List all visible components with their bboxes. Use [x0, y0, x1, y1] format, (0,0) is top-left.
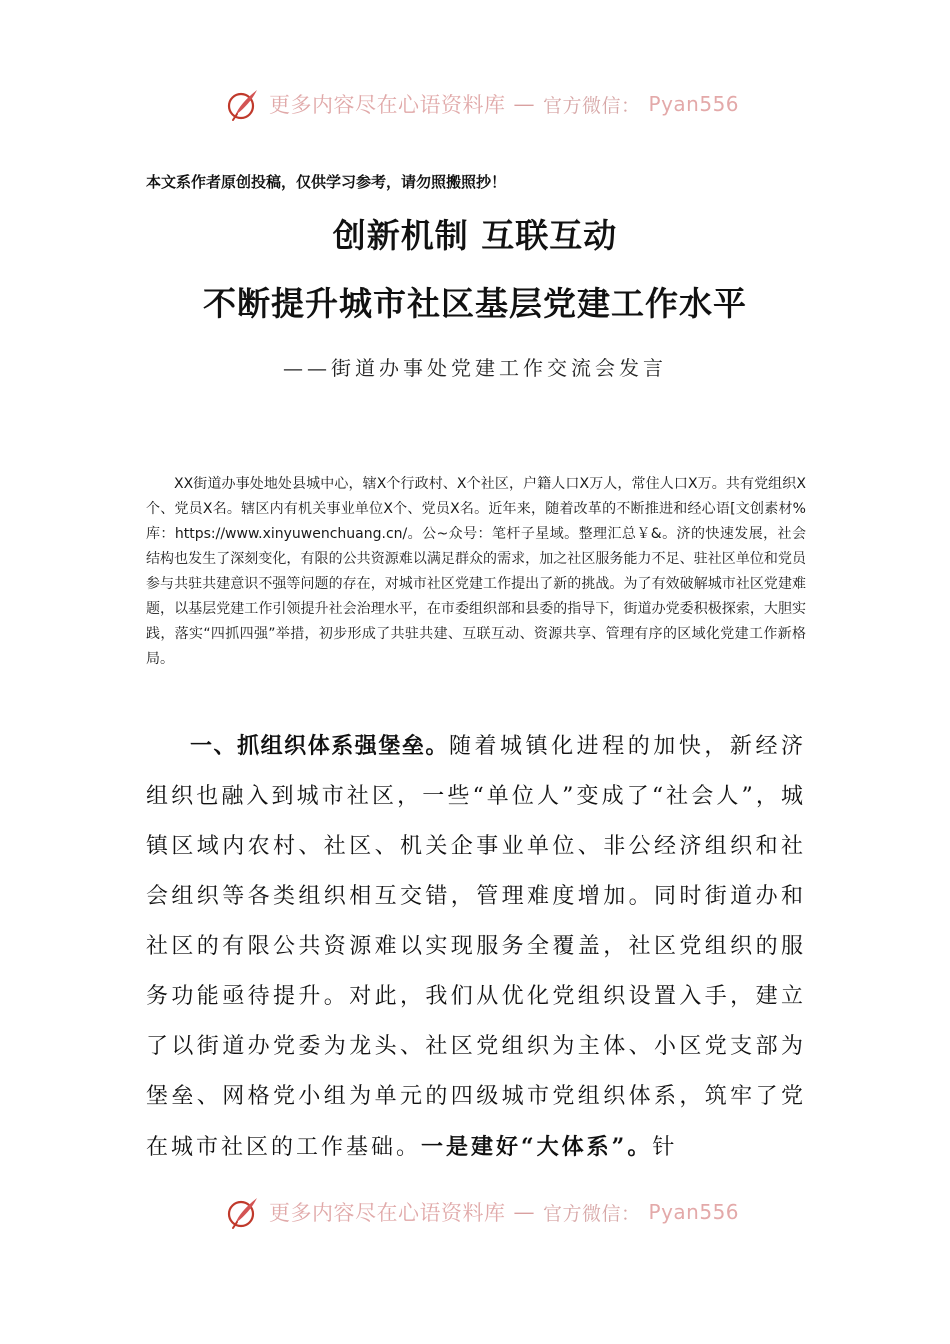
- subtitle: ——街道办事处党建工作交流会发言: [283, 356, 667, 380]
- banner-text: 更多内容尽在心语资料库: [269, 93, 506, 117]
- banner-wechat-id: Pyan556: [648, 1200, 740, 1224]
- section-1-emphasis: 一是建好“大体系”。: [421, 1134, 653, 1160]
- banner-wechat-label: 官方微信：: [543, 1202, 641, 1225]
- banner-separator: —: [513, 1200, 535, 1224]
- section-1-paragraph: [146, 722, 806, 1173]
- banner-separator: —: [513, 92, 535, 116]
- header-watermark-banner: [225, 84, 745, 124]
- banner-wechat-id: Pyan556: [648, 92, 740, 116]
- footer-watermark-banner: [225, 1192, 745, 1232]
- banner-text: 更多内容尽在心语资料库: [269, 1201, 506, 1225]
- intro-paragraph: XX街道办事处地处县城中心，辖X个行政村、X个社区，户籍人口X万人，常住人口X万。共有党组织X个、党员X名。辖区内有机关事业单位X个、党员X名。近年来，随着改革的不断推进和经心语[文创素材%库：https://www.xinyuwenchuang.cn/。公~众号：笔杆子星域。整理汇总￥&。济的快速发展，社会结构也发生了深刻变化，有限的公共资源难以满足群众的需求，加之社区服务能力不足、驻社区单位和党员参与共驻共建意识不强等问题的存在，对城市社区党建工作提出了新的挑战。为了有效破解城市社区党建难题，以基层党建工作引领提升社会治理水平，在市委组织部和县委的指导下，街道办党委积极探索，大胆实践，落实“四抓四强”举措，初步形成了共驻共建、互联互动、资源共享、管理有序的区域化党建工作新格局。: [146, 476, 806, 667]
- section-1-heading: 一、抓组织体系强堡垒。: [190, 734, 449, 759]
- section-1-tail: 针: [652, 1135, 678, 1160]
- quill-logo-icon: [225, 1194, 261, 1230]
- disclaimer-note: 本文系作者原创投稿，仅供学习参考，请勿照搬照抄！: [146, 173, 507, 191]
- title-line-1: 创新机制 互联互动: [332, 216, 618, 255]
- quill-logo-icon: [225, 86, 261, 122]
- section-1-body: 随着城镇化进程的加快，新经济组织也融入到城市社区，一些“单位人”变成了“社会人”，城镇区域内农村、社区、机关企事业单位、非公经济组织和社会组织等各类组织相互交错，管理难度增加。同时街道办和社区的有限公共资源难以实现服务全覆盖，社区党组织的服务功能亟待提升。对此，我们从优化党组织设置入手，建立了以街道办党委为龙头、社区党组织为主体、小区党支部为堡垒、网格党小组为单元的四级城市党组织体系，筑牢了党在城市社区的工作基础。: [146, 734, 806, 1160]
- banner-wechat-label: 官方微信：: [543, 94, 641, 117]
- title-line-2: 不断提升城市社区基层党建工作水平: [203, 284, 747, 323]
